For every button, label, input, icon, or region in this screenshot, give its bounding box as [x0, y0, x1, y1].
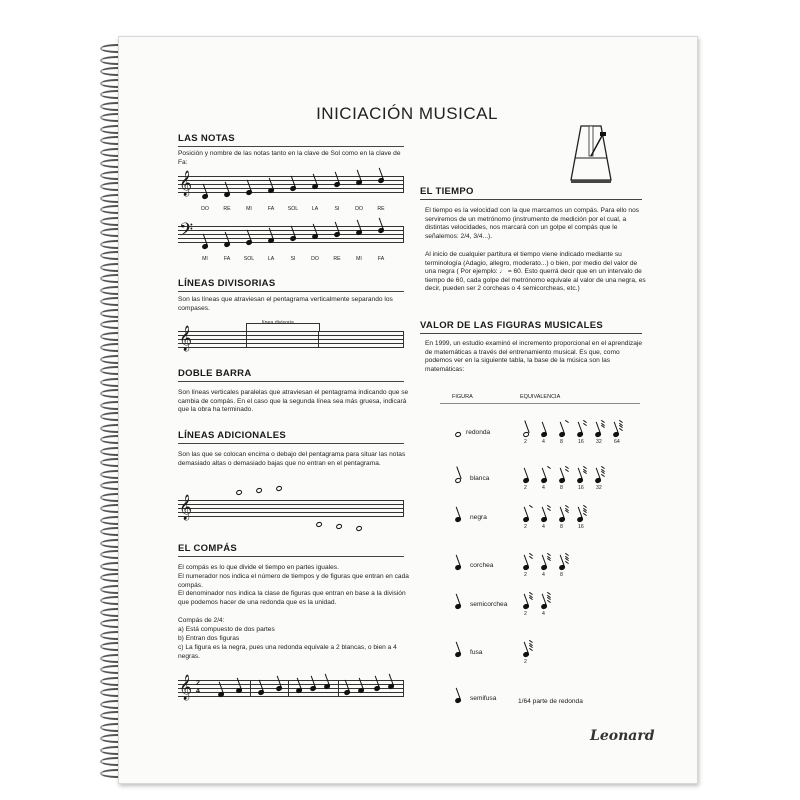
las-notas-heading: LAS NOTAS	[178, 133, 235, 144]
valor-figuras-heading: VALOR DE LAS FIGURAS MUSICALES	[420, 320, 603, 331]
equivalence-count: 2	[524, 439, 527, 445]
valor-figuras-text: En 1999, un estudio examinó el incremento proporcional en el aprendizaje de matemáticas a través del entrenamiento musical. Es que, como podemos ver en la siguiente tabla, la base de la música son las matemáticas:	[425, 340, 643, 373]
doble-barra-heading: DOBLE BARRA	[178, 368, 252, 379]
equivalence-count: 4	[542, 439, 545, 445]
divider	[178, 443, 404, 444]
equivalence-count: 16	[578, 485, 584, 491]
staff-note-icon	[289, 185, 296, 191]
compas-staff	[178, 675, 404, 700]
staff-note-icon	[309, 685, 316, 691]
note-label: MI	[356, 256, 362, 262]
staff-line	[178, 234, 404, 235]
equivalence-count: 2	[524, 485, 527, 491]
staff-line	[178, 688, 404, 689]
note-label: FA	[267, 206, 275, 212]
el-compas-p4: Compás de 2/4:	[178, 617, 225, 624]
staff-line	[178, 684, 404, 685]
las-notas-text: Posición y nombre de las notas tanto en la clave de Sol como en la clave de Fa:	[178, 150, 401, 166]
figure-name: semicorchea	[470, 601, 508, 608]
note-label: SI	[290, 256, 296, 262]
divider	[178, 381, 404, 382]
lineas-divisorias-text: Son las líneas que atraviesan el pentagrama verticalmente separando los compases.	[178, 296, 393, 312]
col-figura-header: FIGURA	[452, 394, 473, 400]
el-compas-p2: El numerador nos indica el número de tiempos y de figuras que entran en cada compás.	[178, 573, 409, 589]
el-compas-p5: a) Está compuesto de dos partes	[178, 626, 275, 633]
note-label: DO	[201, 206, 209, 212]
staff-line	[178, 512, 404, 513]
treble-clef-icon: 𝄞	[179, 171, 193, 196]
el-compas-p6: b) Entran dos figuras	[178, 635, 240, 642]
equivalence-count: 8	[560, 572, 563, 578]
barline	[403, 331, 404, 348]
note-label: MI	[202, 256, 208, 262]
barline	[338, 680, 339, 697]
note-label: LA	[267, 256, 275, 262]
barline-bracket	[246, 323, 320, 331]
divider	[178, 146, 404, 147]
el-tiempo-heading: EL TIEMPO	[420, 186, 474, 197]
staff-line	[178, 180, 404, 181]
barline	[250, 680, 251, 697]
equivalence-count: 16	[578, 524, 584, 530]
note-label: MI	[246, 206, 252, 212]
treble-clef-icon: 𝄞	[179, 326, 193, 351]
staff-line	[178, 696, 404, 697]
end-barline	[403, 226, 404, 243]
staff-note-icon	[333, 181, 340, 187]
equivalence-count: 32	[596, 439, 602, 445]
figure-name: redonda	[466, 429, 491, 436]
end-barline	[403, 176, 404, 193]
equivalence-count: 2	[524, 524, 527, 530]
note-label: DO	[355, 206, 363, 212]
note-label: FA	[223, 256, 231, 262]
staff-note-icon	[257, 689, 264, 695]
note-label: SI	[334, 206, 340, 212]
treble-clef-icon: 𝄞	[179, 675, 193, 700]
figure-name: fusa	[470, 649, 483, 656]
equivalence-count: 4	[542, 485, 545, 491]
note-label: RE	[223, 206, 231, 212]
note-label: FA	[377, 256, 385, 262]
leonard-logo: Leonard	[590, 728, 655, 744]
el-compas-p7: c) La figura es la negra, pues una redonda equivale a 2 blancas, o bien a 4 negras.	[178, 644, 397, 660]
barline	[403, 680, 404, 697]
el-compas-p3: El denominador nos indica la clase de figuras que entran en base a la división que podemos hacer de una redonda que es la unidad.	[178, 590, 406, 606]
time-signature: 2 4	[196, 680, 200, 695]
divider	[420, 333, 642, 334]
bass-clef-icon: 𝄢	[179, 220, 194, 245]
equivalence-count: 8	[560, 439, 563, 445]
staff-line	[178, 347, 404, 348]
staff-note-icon	[275, 685, 282, 691]
division-staff	[178, 326, 404, 351]
treble-clef-icon: 𝄞	[179, 495, 193, 520]
staff-line	[178, 335, 404, 336]
ledger-staff	[178, 495, 404, 520]
equivalence-count: 2	[524, 572, 527, 578]
metronome-icon	[567, 120, 615, 184]
note-label: RE	[377, 206, 385, 212]
staff-line	[178, 343, 404, 344]
figure-name: semifusa	[470, 695, 497, 702]
staff-line	[178, 516, 404, 517]
linea-divisoria-label: línea divisoria	[262, 320, 294, 326]
table-header-rule	[440, 403, 640, 404]
treble-staff	[178, 171, 404, 212]
staff-note-icon	[377, 227, 384, 233]
staff-line	[178, 680, 404, 681]
equivalence-count: 32	[596, 485, 602, 491]
page-title: INICIACIÓN MUSICAL	[316, 104, 498, 123]
staff-line	[178, 230, 404, 231]
equivalence-count: 8	[560, 485, 563, 491]
staff-line	[178, 242, 404, 243]
staff-note-icon	[377, 177, 384, 183]
note-label: LA	[311, 206, 319, 212]
doble-barra-text: Son líneas verticales paralelas que atraviesan el pentagrama indicando que se cambia de compás. En el caso que la segunda línea sea más gruesa, indicará que la obra ha terminado.	[178, 389, 409, 414]
staff-line	[178, 692, 404, 693]
col-equivalencia-header: EQUIVALENCIA	[520, 394, 561, 400]
staff-line	[178, 339, 404, 340]
barline	[318, 331, 319, 348]
equivalence-count: 64	[614, 439, 620, 445]
equivalence-count: 2	[524, 611, 527, 617]
note-label: RE	[333, 256, 341, 262]
divider	[178, 556, 404, 557]
note-label: DO	[311, 256, 319, 262]
el-tiempo-p1: El tiempo es la velocidad con la que marcamos un compás. Para ello nos serviremos de un metrónomo (instrumento de medición por el cual, a distintas velocidades, nos marcará con un golpe el compás que le señalemos: 2/4, 3/4...).	[425, 207, 640, 240]
staff-note-icon	[333, 231, 340, 237]
equivalence-count: 4	[542, 524, 545, 530]
semifusa-note: 1/64 parte de redonda	[518, 698, 583, 705]
staff-line	[178, 500, 404, 501]
divider	[178, 291, 404, 292]
equivalence-count: 16	[578, 439, 584, 445]
staff-note-icon	[373, 685, 380, 691]
staff-line	[178, 504, 404, 505]
figure-name: blanca	[470, 475, 490, 482]
el-compas-heading: EL COMPÁS	[178, 543, 238, 554]
staff-line	[178, 331, 404, 332]
barline	[288, 680, 289, 697]
divider	[420, 199, 642, 200]
staff-line	[178, 192, 404, 193]
end-barline	[403, 500, 404, 517]
staff-line	[178, 508, 404, 509]
note-label: SOL	[243, 256, 255, 262]
lineas-adicionales-heading: LÍNEAS ADICIONALES	[178, 430, 286, 441]
barline	[246, 331, 247, 348]
equivalence-count: 4	[542, 572, 545, 578]
staff-note-icon	[343, 689, 350, 695]
note-label: SOL	[287, 206, 299, 212]
lineas-adicionales-text: Son las que se colocan encima o debajo del pentagrama para situar las notas demasiado altas o demasiado bajas que no entran en el pentagrama.	[178, 451, 406, 467]
el-compas-p1: El compás es lo que divide el tiempo en partes iguales.	[178, 564, 339, 571]
staff-line	[178, 184, 404, 185]
staff-note-icon	[289, 235, 296, 241]
figure-name: negra	[470, 514, 487, 521]
lineas-divisorias-heading: LÍNEAS DIVISORIAS	[178, 278, 276, 289]
equivalence-count: 4	[542, 611, 545, 617]
equivalence-count: 2	[524, 659, 527, 665]
figure-name: corchea	[470, 562, 494, 569]
bass-staff	[178, 220, 404, 262]
el-tiempo-p2: Al inicio de cualquier partitura el tiempo viene indicado mediante su terminología (Adagio, allegro, moderato...) o bien, por medio del valor de una negra ( Por ejemplo: ♩ = 60. Esto querrá decir que en un intervalo de tiempo de 60, cada golpe del metrónomo equivale al valor de una negra, es decir, pueden ser 2 corcheas o 4 semicorcheas, etc.)	[425, 251, 646, 293]
equivalence-count: 8	[560, 524, 563, 530]
